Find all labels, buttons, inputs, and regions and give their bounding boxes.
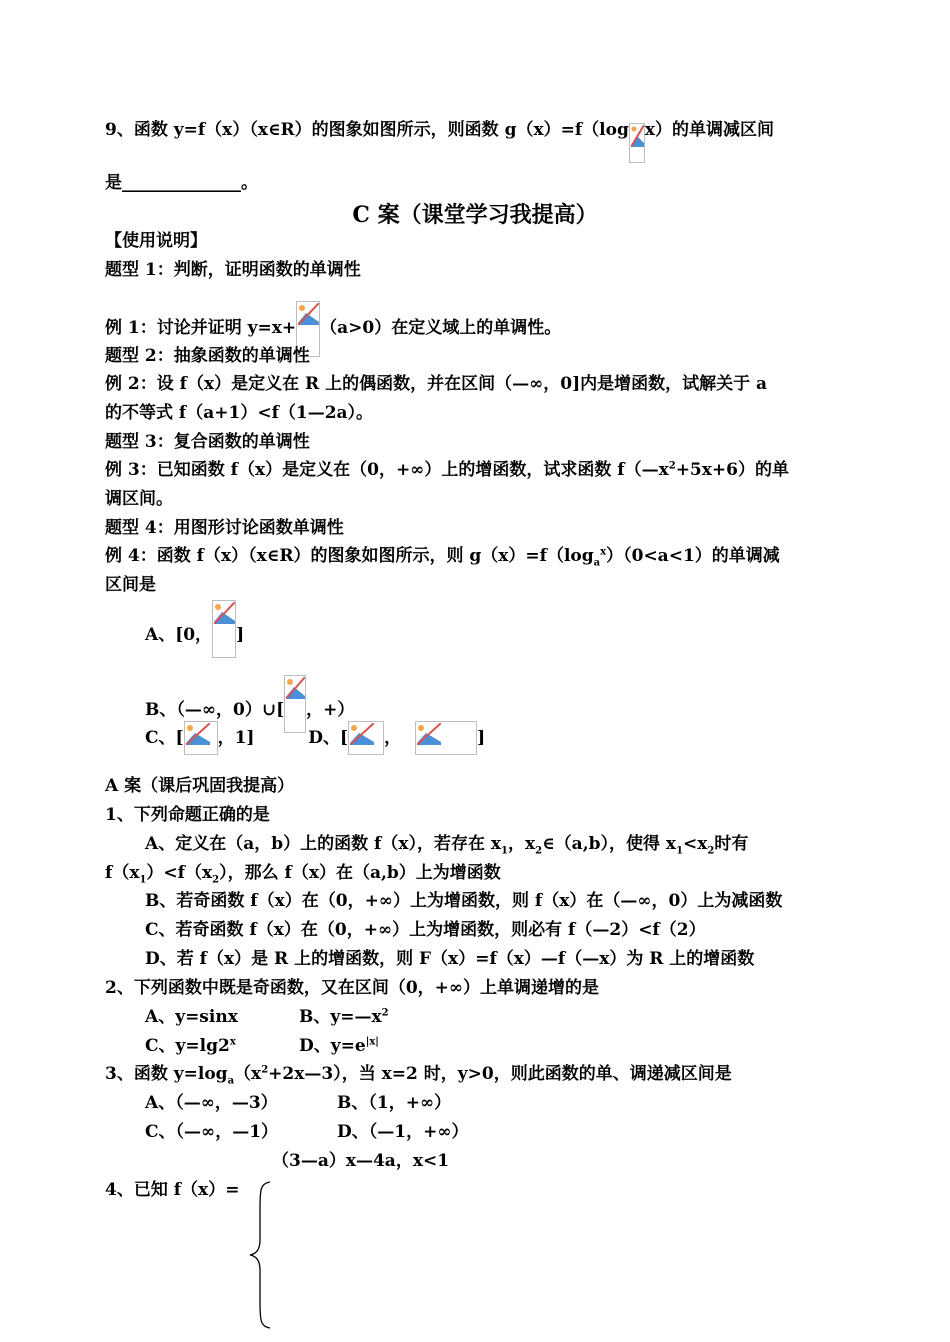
- example-4-line-2: 区间是: [105, 575, 156, 595]
- question-2-option-b: [299, 1006, 389, 1028]
- q2-c-text: C、y=lg2: [145, 1036, 230, 1056]
- example-2-line-2: 的不等式 f（a+1）<f（1—2a）。: [105, 403, 374, 423]
- subscript: a: [593, 557, 601, 569]
- subscript: 2: [535, 845, 543, 857]
- question-1-option-c: C、若奇函数 f（x）在（0，+∞）上为增函数，则必有 f（—2）<f（2）: [145, 920, 706, 940]
- question-9-text-b: x）的单调减区间: [644, 120, 774, 140]
- question-3-option-b: B、（1，+∞）: [337, 1093, 452, 1113]
- superscript: |x|: [365, 1036, 379, 1048]
- broken-image-icon: [629, 123, 645, 163]
- option-a-text-b: ]: [236, 625, 245, 645]
- topic-2-heading: 题型 2：抽象函数的单调性: [105, 346, 310, 366]
- superscript: 2: [668, 460, 676, 472]
- question-1-option-d: D、若 f（x）是 R 上的增函数，则 F（x）=f（x）—f（—x）为 R 上的增函数: [145, 949, 755, 969]
- option-a-text-a: A、[0，: [145, 625, 213, 645]
- example-3-line-2: 调区间。: [105, 489, 173, 509]
- question-9-line: [105, 119, 774, 163]
- question-9-blank-line: 是______________。: [105, 173, 258, 193]
- subscript: a: [227, 1075, 235, 1087]
- usage-heading: 【使用说明】: [105, 231, 207, 251]
- question-2-option-c: [145, 1035, 236, 1057]
- topic-3-heading: 题型 3：复合函数的单调性: [105, 432, 310, 452]
- q1-a2-part: f（x: [105, 863, 140, 883]
- question-3-option-a: A、（—∞，—3）: [145, 1093, 278, 1113]
- q1-a2-part: ）<f（x: [146, 863, 213, 883]
- option-b-text-a: B、（—∞，0）∪[: [145, 700, 285, 720]
- broken-image-icon: [348, 721, 384, 755]
- example-3-text-b: +5x+6）的单: [675, 460, 789, 480]
- q3-text: 3、函数 y=log: [105, 1064, 228, 1084]
- example-3-line-1: [105, 459, 789, 481]
- question-2-stem: 2、下列函数中既是奇函数，又在区间（0，+∞）上单调递增的是: [105, 978, 600, 998]
- question-3-stem: [105, 1063, 732, 1085]
- superscript: x: [600, 546, 607, 558]
- option-d-text-b: ，: [384, 728, 402, 748]
- q3-text: +2x—3），当 x=2 时，y>0，则此函数的单、调递减区间是: [268, 1064, 732, 1084]
- question-1-option-b: B、若奇函数 f（x）在（0，+∞）上为增函数，则 f（x）在（—∞，0）上为减函数: [145, 891, 783, 911]
- option-d-text-a: D、[: [308, 728, 349, 748]
- subscript: 2: [707, 845, 715, 857]
- q1-a2-part: ），那么 f（x）在（a,b）上为增函数: [219, 863, 501, 883]
- topic-1-heading: 题型 1：判断，证明函数的单调性: [105, 260, 361, 280]
- question-1-option-a-line-2: [105, 862, 501, 884]
- question-3-option-d: D、（—1，+∞）: [337, 1122, 469, 1142]
- q1-a-part: 时有: [714, 834, 749, 854]
- option-d-text-c: ]: [477, 728, 486, 748]
- question-2-option-d: [299, 1035, 379, 1057]
- q1-a-part: ∈（a,b），使得 x: [542, 834, 677, 854]
- option-b-text-b: ，+）: [306, 700, 355, 720]
- subscript: 2: [212, 874, 220, 886]
- broken-image-icon: [184, 721, 218, 755]
- example-4-line-1: [105, 545, 780, 567]
- question-3-option-c: C、（—∞，—1）: [145, 1122, 279, 1142]
- option-c-d-line: [145, 721, 485, 755]
- subscript: 1: [501, 845, 508, 857]
- q2-b-text: B、y=—x: [299, 1007, 382, 1027]
- q1-a-part: <x: [683, 834, 708, 854]
- example-4-text-b: ）（0<a<1）的单调减: [606, 546, 780, 566]
- example-4-text-a: 例 4：函数 f（x）（x∈R）的图象如图所示，则 g（x）=f（log: [105, 546, 594, 566]
- section-c-title: C 案（课堂学习我提高）: [352, 202, 598, 228]
- example-1-text-a: 例 1：讨论并证明 y=x+: [105, 318, 297, 338]
- superscript: 2: [261, 1064, 269, 1076]
- q3-text: （x: [234, 1064, 262, 1084]
- q1-a-part: A、定义在（a，b）上的函数 f（x），若存在 x: [145, 834, 502, 854]
- subscript: 1: [676, 845, 684, 857]
- example-3-text-a: 例 3：已知函数 f（x）是定义在（0，+∞）上的增函数，试求函数 f（—x: [105, 460, 669, 480]
- option-a: [145, 618, 244, 658]
- topic-4-heading: 题型 4：用图形讨论函数单调性: [105, 518, 344, 538]
- option-c-text-a: C、[: [145, 728, 184, 748]
- option-c-text-b: ，1]: [217, 728, 255, 748]
- section-a-title: A 案（课后巩固我提高）: [105, 776, 295, 796]
- superscript: 2: [381, 1007, 389, 1019]
- q2-d-text: D、y=e: [299, 1036, 366, 1056]
- question-4-piece-1: （3—a）x—4a，x<1: [272, 1151, 450, 1171]
- superscript: x: [229, 1036, 236, 1048]
- question-2-option-a: A、y=sinx: [145, 1007, 238, 1027]
- subscript: 1: [139, 874, 147, 886]
- question-1-option-a-line-1: [145, 833, 748, 855]
- left-brace-icon: [248, 1180, 272, 1330]
- q1-a-part: ，x: [507, 834, 536, 854]
- question-1-stem: 1、下列命题正确的是: [105, 805, 270, 825]
- question-4-stem: 4、已知 f（x）=: [105, 1180, 240, 1200]
- example-2-line-1: 例 2：设 f（x）是定义在 R 上的偶函数，并在区间（—∞，0]内是增函数，试解关于 a: [105, 374, 768, 394]
- example-1-text-b: （a>0）在定义域上的单调性。: [320, 318, 562, 338]
- question-9-text-a: 9、函数 y=f（x）（x∈R）的图象如图所示，则函数 g（x）=f（log: [105, 120, 629, 140]
- broken-image-icon: [415, 721, 477, 755]
- broken-image-icon: [212, 600, 236, 658]
